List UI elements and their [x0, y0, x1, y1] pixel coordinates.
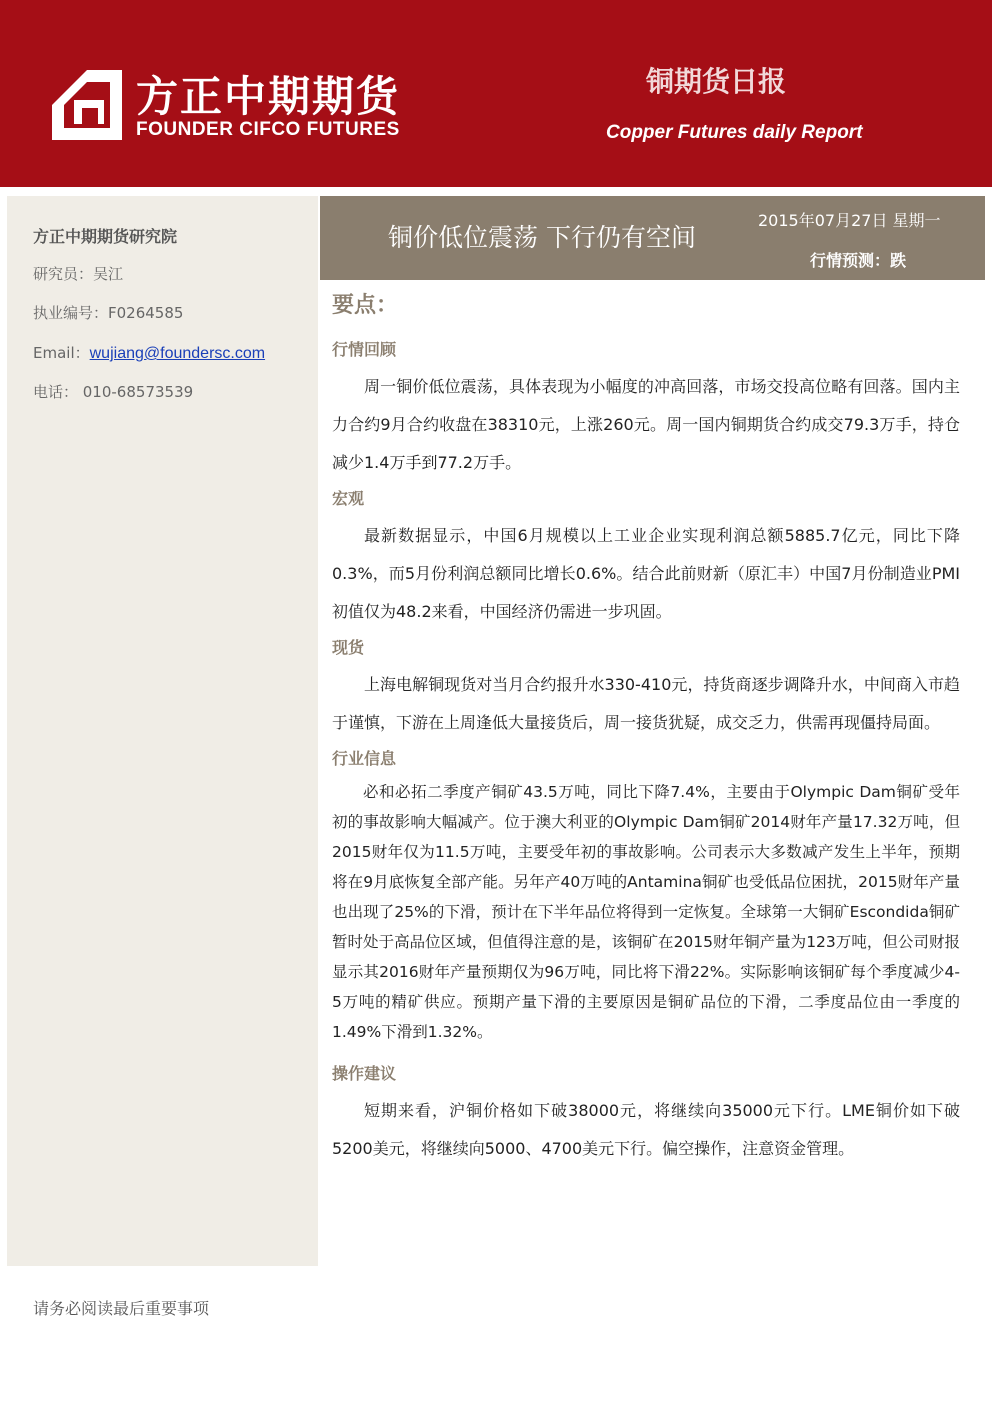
key-points-heading: 要点：: [332, 293, 399, 318]
email-link[interactable]: wujiang@foundersc.com: [89, 345, 266, 362]
section-title-industry: 行业信息: [332, 749, 397, 768]
email-line: [33, 342, 265, 363]
report-header: [0, 0, 992, 187]
email-label: Email：: [33, 344, 90, 362]
section-text-strategy: 短期来看，沪铜价格如下破38000元，将继续向35000元下行。LME铜价如下破5200美元，将继续向5000、4700美元下行。偏空操作，注意资金管理。: [332, 1101, 960, 1158]
disclaimer-note: 请务必阅读最后重要事项: [33, 1299, 210, 1318]
section-title-spot: 现货: [332, 638, 365, 657]
section-title-market-review: 行情回顾: [332, 340, 397, 359]
phone-number: 电话： 010-68573539: [33, 383, 194, 401]
brand-name-en: FOUNDER CIFCO FUTURES: [136, 119, 400, 140]
section-text-industry: 必和必拓二季度产铜矿43.5万吨，同比下降7.4%，主要由于Olympic Dam铜矿受年初的事故影响大幅减产。位于澳大利亚的Olympic Dam铜矿2014财年产量17.32万吨，但2015财年仅为11.5万吨，主要受年初的事故影响。公司表示大多数减产发生上半年，预期将在9月底恢复全部产能。另年产40万吨的Antamina铜矿也受低品位困扰，2015财年产量也出现了25%的下滑，预计在下半年品位将得到一定恢复。全球第一大铜矿Escondida铜矿暂时处于高品位区域，但值得注意的是，该铜矿在2015财年铜产量为123万吨，但公司财报显示其2016财年产量预期仅为96万吨，同比将下滑22%。实际影响该铜矿每个季度减少4-5万吨的精矿供应。预期产量下滑的主要原因是铜矿品位的下滑，二季度品位由一季度的1.49%下滑到1.32%。: [332, 783, 960, 1041]
report-title: 铜价低位震荡 下行仍有空间: [388, 223, 696, 252]
section-text-spot: 上海电解铜现货对当月合约报升水330-410元，持货商逐步调降升水，中间商入市趋于谨慎，下游在上周逢低大量接货后，周一接货犹疑，成交乏力，供需再现僵持局面。: [332, 675, 960, 732]
section-title-macro: 宏观: [332, 489, 365, 508]
research-institute: 方正中期期货研究院: [33, 227, 178, 246]
analyst-sidebar: [7, 196, 318, 1266]
report-body: [332, 288, 960, 1172]
report-type-cn: 铜期货日报: [646, 65, 787, 98]
section-text-market-review: 周一铜价低位震荡，具体表现为小幅度的冲高回落，市场交投高位略有回落。国内主力合约9月合约收盘在38310元，上涨260元。周一国内铜期货合约成交79.3万手，持仓减少1.4万手到77.2万手。: [332, 377, 960, 472]
license-number: 执业编号：F0264585: [33, 304, 184, 322]
founder-logo-icon: [52, 70, 122, 140]
brand-name-cn: 方正中期期货: [136, 72, 401, 121]
title-band: [320, 196, 985, 280]
researcher-name: 研究员：吴江: [33, 265, 124, 283]
report-date: 2015年07月27日 星期一: [758, 211, 941, 230]
section-title-strategy: 操作建议: [332, 1064, 397, 1083]
report-type-en: Copper Futures daily Report: [606, 122, 863, 143]
market-forecast: 行情预测：跌: [810, 251, 907, 270]
section-text-macro: 最新数据显示，中国6月规模以上工业企业实现利润总额5885.7亿元，同比下降0.3%，而5月份利润总额同比增长0.6%。结合此前财新（原汇丰）中国7月份制造业PMI初值仅为48.2来看，中国经济仍需进一步巩固。: [332, 526, 960, 621]
